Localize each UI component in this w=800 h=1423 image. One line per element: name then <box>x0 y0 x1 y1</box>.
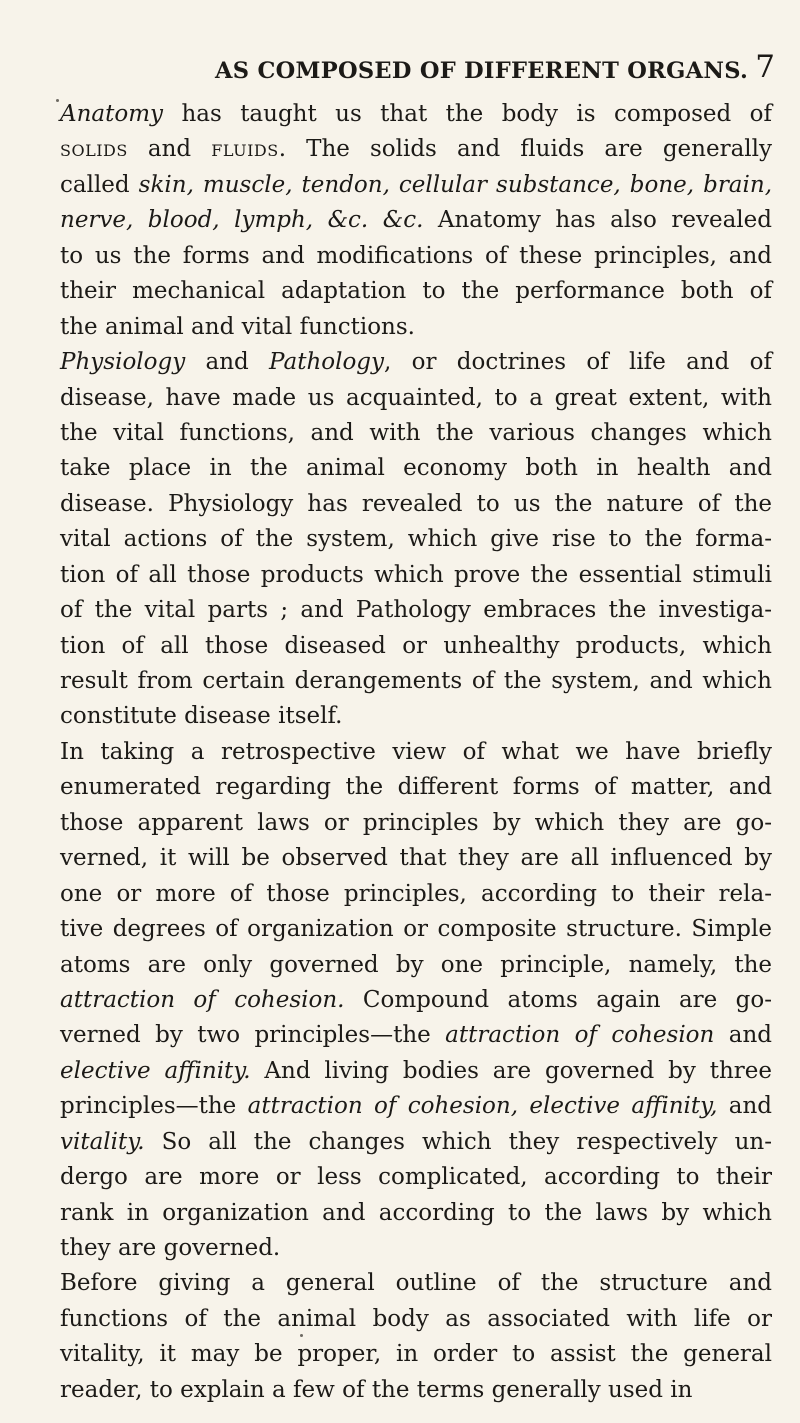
text-line <box>60 451 772 486</box>
text-line <box>60 699 772 734</box>
text-run: result from certain derangements of the system, and which <box>60 668 772 694</box>
text-run: , or doctrines of life and of <box>384 349 772 376</box>
text-line <box>60 310 772 345</box>
text-line <box>60 416 772 451</box>
text-run: dergo are more or less complicated, according to their <box>60 1164 772 1191</box>
text-run: In taking a retrospective view of what we have briefly <box>60 738 772 765</box>
text-run: the animal and vital functions. <box>60 313 415 340</box>
text-run: principles—the <box>60 1093 248 1120</box>
paragraph <box>60 1266 772 1408</box>
text-line <box>60 806 772 841</box>
text-line <box>60 522 772 557</box>
text-line <box>60 274 772 309</box>
text-line <box>60 770 772 805</box>
text-line <box>60 841 772 876</box>
text-line <box>60 558 772 593</box>
text-line <box>60 345 772 380</box>
text-run: verned by two principles—the <box>60 1022 446 1049</box>
italic-text: skin, muscle, tendon, cellular substance, bone, brain, <box>138 171 773 198</box>
text-line <box>60 1125 772 1160</box>
italic-text: elective affinity. <box>60 1057 251 1084</box>
text-line <box>60 97 772 132</box>
text-run: and <box>717 1093 772 1120</box>
text-line <box>60 1337 772 1372</box>
text-run: verned, it will be observed that they are all influenced by <box>60 845 772 872</box>
text-line <box>60 735 772 770</box>
text-run: vitality, it may be proper, in order to assist the general <box>60 1341 772 1368</box>
text-line <box>60 1373 772 1408</box>
text-line <box>60 239 772 274</box>
text-run: and <box>127 136 212 163</box>
paragraph <box>60 345 772 735</box>
text-line <box>60 132 772 167</box>
text-line <box>60 1160 772 1195</box>
text-run: and <box>185 349 270 376</box>
text-line <box>60 1302 772 1337</box>
text-run: their mechanical adaptation to the performance both of <box>60 278 772 305</box>
text-line <box>60 664 772 699</box>
text-run: And living bodies are governed by three <box>250 1057 772 1084</box>
body-text <box>60 97 772 1408</box>
text-run: Compound atoms again are go- <box>344 986 773 1013</box>
running-head <box>50 49 775 92</box>
text-line <box>60 487 772 522</box>
text-line <box>60 983 772 1018</box>
text-run: take place in the animal economy both in health and <box>60 455 772 482</box>
paragraph <box>60 735 772 1267</box>
text-run: tion of all those products which prove the essential stimuli <box>60 561 772 588</box>
page-number: 7 <box>755 49 775 85</box>
italic-text: Pathology <box>269 349 385 376</box>
italic-text: Physiology <box>60 349 186 376</box>
text-run: and <box>714 1022 772 1049</box>
text-run: Before giving a general outline of the structure and <box>60 1270 772 1297</box>
text-run: they are governed. <box>60 1235 281 1261</box>
italic-text: vitality. <box>60 1128 145 1155</box>
text-run: tive degrees of organization or composite structure. Simple <box>60 916 772 943</box>
small-caps-text: fluids <box>211 136 279 163</box>
text-run: tion of all those diseased or unhealthy products, which <box>60 632 772 659</box>
text-run: Anatomy has also revealed <box>423 207 772 234</box>
text-run: of the vital parts ; and Pathology embraces the investiga- <box>60 597 772 624</box>
text-line <box>60 593 772 628</box>
paragraph <box>60 97 772 345</box>
text-line <box>60 1054 772 1089</box>
small-caps-text: solids <box>60 136 128 163</box>
italic-text: nerve, blood, lymph, &c. &c. <box>60 207 424 234</box>
italic-text: Anatomy <box>60 101 164 127</box>
text-run: one or more of those principles, according to their rela- <box>60 880 772 907</box>
text-run: those apparent laws or principles by which they are go- <box>60 809 772 836</box>
italic-text: attraction of cohesion, elective affinity, <box>247 1093 718 1120</box>
text-run: . The solids and fluids are generally <box>278 136 772 163</box>
text-run: disease. Physiology has revealed to us the nature of the <box>60 490 772 517</box>
text-run: reader, to explain a few of the terms generally used in <box>60 1376 693 1403</box>
text-line <box>60 1266 772 1301</box>
text-run: atoms are only governed by one principle, namely, the <box>60 951 772 978</box>
text-line <box>60 1196 772 1231</box>
text-run: functions of the animal body as associated with life or <box>60 1305 772 1332</box>
text-run: to us the forms and modifications of these principles, and <box>60 242 772 269</box>
text-run: constitute disease itself. <box>60 703 343 730</box>
running-head-title: AS COMPOSED OF DIFFERENT ORGANS. <box>215 58 749 84</box>
text-line <box>60 877 772 912</box>
text-line <box>60 381 772 416</box>
italic-text: attraction of cohesion <box>445 1022 715 1049</box>
text-line <box>60 912 772 947</box>
text-line <box>60 203 772 238</box>
text-run: enumerated regarding the different forms of matter, and <box>60 774 772 801</box>
text-line <box>60 1231 772 1266</box>
text-line <box>60 629 772 664</box>
text-line <box>60 1089 772 1124</box>
text-line <box>60 948 772 983</box>
text-run: vital actions of the system, which give rise to the forma- <box>60 526 772 553</box>
text-run: rank in organization and according to the laws by which <box>60 1199 772 1226</box>
text-run: called <box>60 171 139 198</box>
print-speck <box>56 99 59 102</box>
text-run: disease, have made us acquainted, to a great extent, with <box>60 384 772 411</box>
text-run: has taught us that the body is composed of <box>163 101 772 127</box>
text-run: So all the changes which they respectively un- <box>144 1128 772 1155</box>
italic-text: attraction of cohesion. <box>60 986 345 1013</box>
text-line <box>60 168 772 203</box>
text-line <box>60 1018 772 1053</box>
text-run: the vital functions, and with the various changes which <box>60 419 772 446</box>
